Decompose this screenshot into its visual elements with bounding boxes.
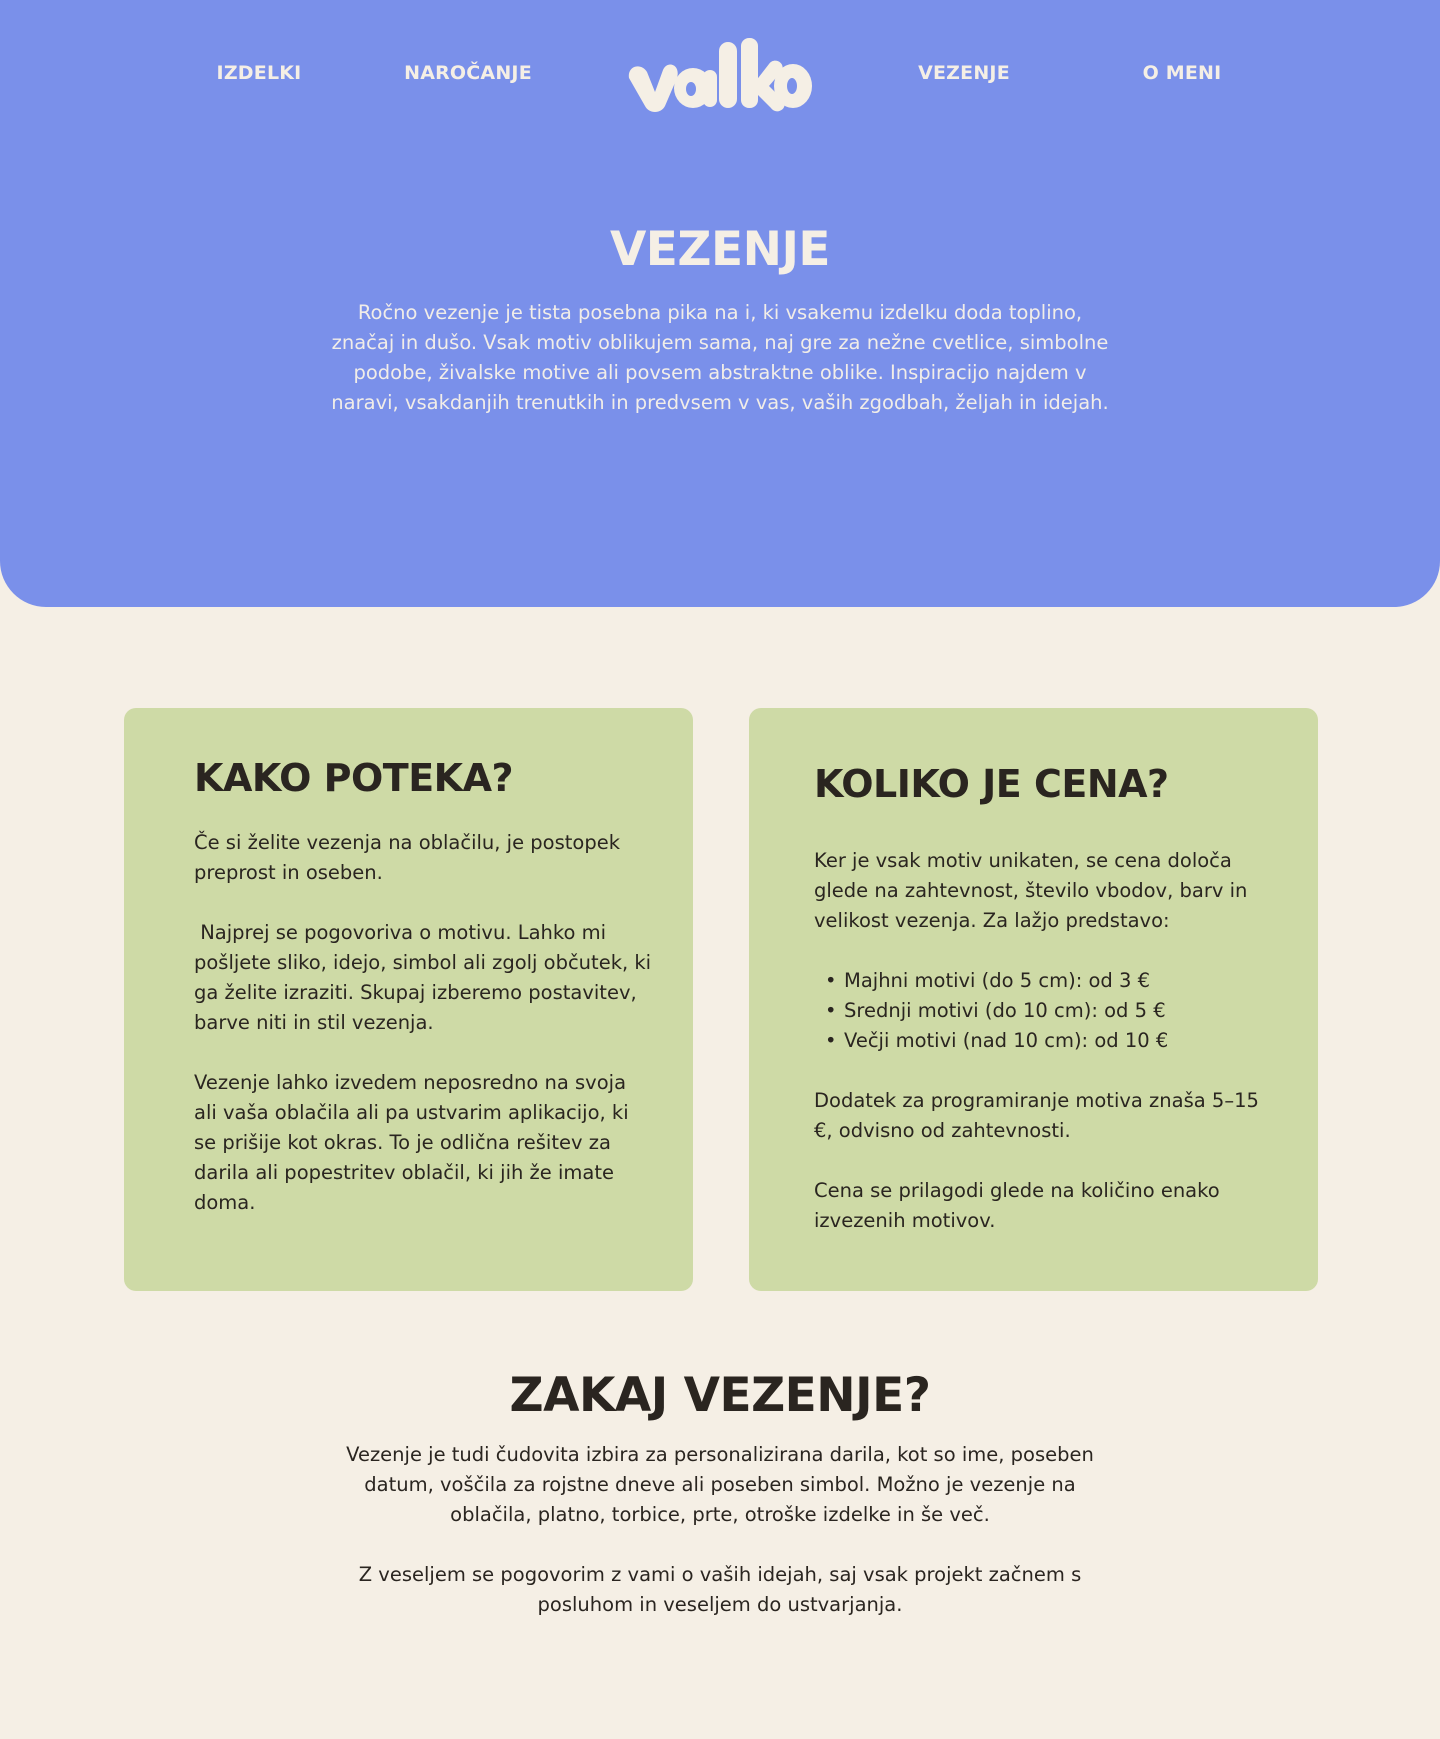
hero-description: Ročno vezenje je tista posebna pika na i, ki vsakemu izdelku doda toplino, značaj in dušo. Vsak motiv oblikujem sama, naj gre za nežne cvetlice, simbolne podobe, živalske motive ali povsem abstraktne oblike. Inspiracijo najdem v naravi, vsakdanjih trenutkih in predvsem v vas, vaših zgodbah, željah in idejah. (331, 301, 1109, 414)
nav-link-vezenje[interactable]: VEZENJE (918, 62, 1010, 84)
why-paragraph: Z veseljem se pogovorim z vami o vaših idejah, saj vsak projekt začnem s posluhom in veseljem do ustvarjanja. (358, 1563, 1082, 1616)
process-card (124, 708, 693, 1291)
price-list-item: • Večji motivi (nad 10 cm): od 10 € (814, 1026, 1264, 1056)
price-list-item: • Srednji motivi (do 10 cm): od 5 € (814, 996, 1264, 1026)
price-list (814, 966, 1264, 1056)
price-addon: Dodatek za programiranje motiva znaša 5–15 €, odvisno od zahtevnosti. (814, 1089, 1259, 1142)
process-card-body (194, 828, 658, 1248)
brand-logo-mark (627, 34, 813, 112)
process-paragraph: Če si želite vezenja na oblačilu, je postopek preprost in oseben. (194, 831, 621, 884)
price-card-title: KOLIKO JE CENA? (814, 762, 1169, 806)
process-card-title: KAKO POTEKA? (194, 756, 514, 800)
price-list-item: • Majhni motivi (do 5 cm): od 3 € (814, 966, 1264, 996)
price-quantity-note: Cena se prilagodi glede na količino enako izvezenih motivov. (814, 1179, 1220, 1232)
nav-link-narocanje[interactable]: NAROČANJE (404, 62, 532, 84)
brand-logo[interactable] (627, 34, 813, 112)
price-intro: Ker je vsak motiv unikaten, se cena določa glede na zahtevnost, število vbodov, barv in velikost vezenja. Za lažjo predstavo: (814, 849, 1248, 932)
price-card-body (814, 846, 1264, 1266)
price-card (749, 708, 1318, 1291)
why-section-body (345, 1440, 1095, 1650)
why-section-title: ZAKAJ VEZENJE? (509, 1368, 931, 1423)
page-title: VEZENJE (609, 222, 831, 277)
process-paragraph: Najprej se pogovoriva o motivu. Lahko mi pošljete sliko, idejo, simbol ali zgolj občutek, ki ga želite izraziti. Skupaj izberemo postavitev, barve niti in stil vezenja. (194, 921, 658, 1034)
hero-section (0, 0, 1440, 607)
process-paragraph: Vezenje lahko izvedem neposredno na svoja ali vaša oblačila ali pa ustvarim aplikacijo, ki se prišije kot okras. To je odlična rešitev za darila ali popestritev oblačil, ki jih že imate doma. (194, 1071, 629, 1214)
nav-link-o-meni[interactable]: O MENI (1142, 62, 1222, 84)
why-paragraph: Vezenje je tudi čudovita izbira za personalizirana darila, kot so ime, poseben datum, voščila za rojstne dneve ali poseben simbol. Možno je vezenje na oblačila, platno, torbice, prte, otroške izdelke in še več. (346, 1443, 1094, 1526)
nav-link-izdelki[interactable]: IZDELKI (216, 62, 302, 84)
